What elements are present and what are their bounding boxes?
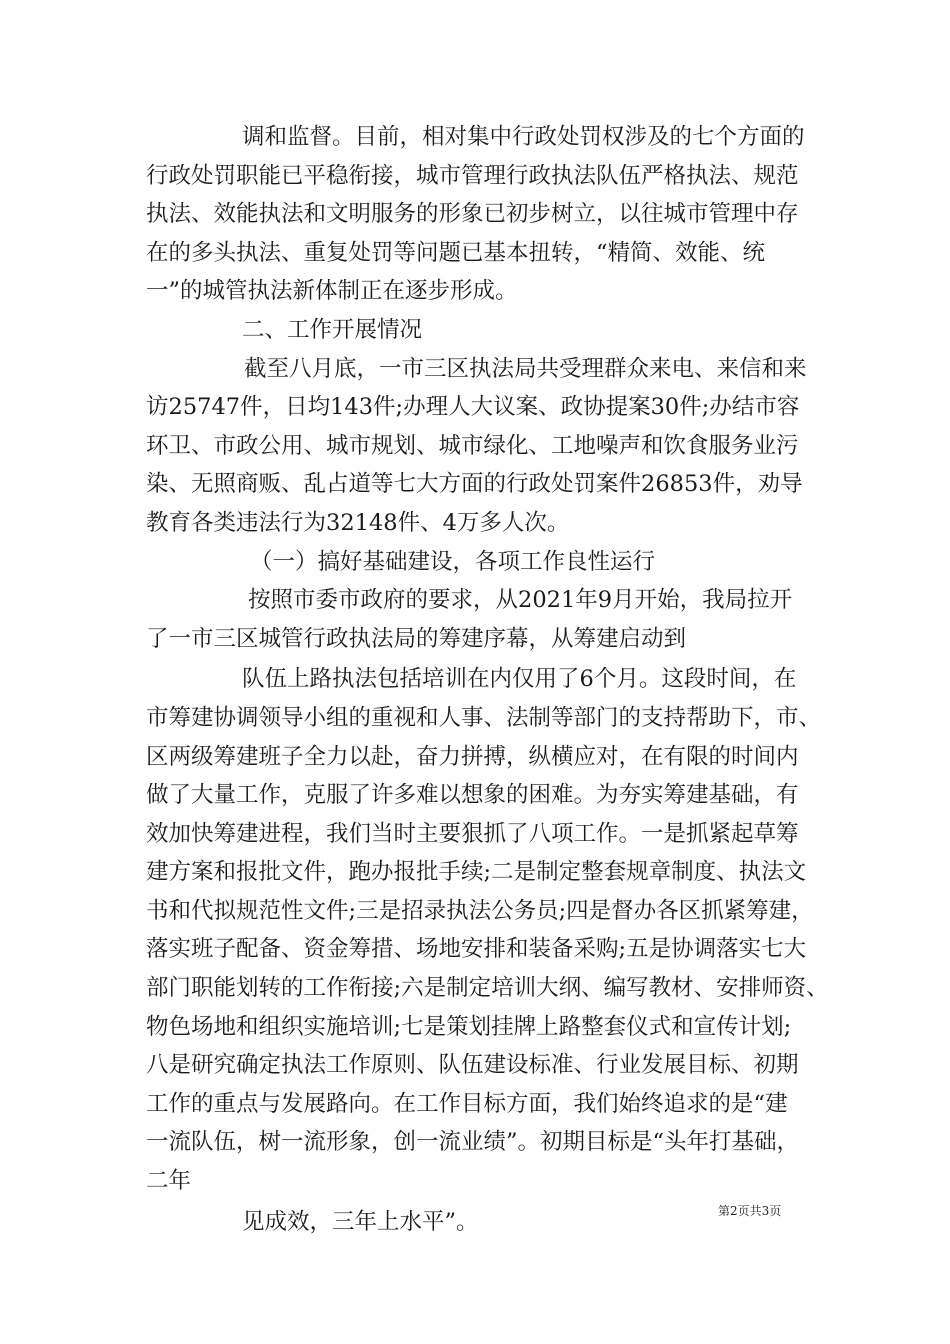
section-heading-work-progress: 二、工作开展情况 — [242, 316, 423, 343]
text-line-16: 市筹建协调领导小组的重视和人事、法制等部门的支持帮助下，市、 — [146, 704, 822, 731]
text-line-20: 建方案和报批文件，跑办报批手续;二是制定整套规章制度、执法文 — [146, 859, 807, 886]
page-number-footer: 第2页共3页 — [718, 1204, 782, 1218]
text-line-3: 执法、效能执法和文明服务的形象已初步树立，以往城市管理中存 — [146, 201, 799, 228]
text-line-29: 见成效，三年上水平”。 — [242, 1208, 479, 1235]
text-line-24: 物色场地和组织实施培训;七是策划挂牌上路整套仪式和宣传计划; — [146, 1013, 792, 1040]
text-line-10: 染、无照商贩、乱占道等七大方面的行政处罚案件26853件，劝导 — [146, 471, 803, 498]
text-line-11: 教育各类违法行为32148件、4万多人次。 — [146, 509, 570, 536]
text-line-1: 调和监督。目前，相对集中行政处罚权涉及的七个方面的 — [242, 124, 805, 150]
text-line-2: 行政处罚职能已平稳衔接，城市管理行政执法队伍严格执法、规范 — [146, 162, 799, 189]
text-line-23: 部门职能划转的工作衔接;六是制定培训大纲、编写教材、安排师资、 — [146, 975, 829, 1002]
document-body — [146, 118, 829, 1241]
text-line-21: 书和代拟规范性文件;三是招录执法公务员;四是督办各区抓紧筹建， — [146, 897, 814, 924]
text-line-18: 做了大量工作，克服了许多难以想象的困难。为夯实筹建基础，有 — [146, 782, 799, 809]
text-line-7: 截至八月底，一市三区执法局共受理群众来电、来信和来 — [244, 355, 807, 382]
text-line-8: 访25747件，日均143件;办理人大议案、政协提案30件;办结市容 — [146, 394, 800, 421]
text-line-28: 二年 — [146, 1168, 192, 1195]
text-line-4: 在的多头执法、重复处罚等问题已基本扭转，“精简、效能、统 — [146, 239, 766, 266]
subsection-heading-basic-construction: （一）搞好基础建设，各项工作良性运行 — [250, 548, 656, 575]
text-line-13: 按照市委市政府的要求，从2021年9月开始，我局拉开 — [248, 587, 793, 614]
text-line-5: 一”的城管执法新体制正在逐步形成。 — [146, 278, 518, 305]
text-line-26: 工作的重点与发展路向。在工作目标方面，我们始终追求的是“建 — [146, 1090, 788, 1117]
text-line-17: 区两级筹建班子全力以赴，奋力拼搏，纵横应对，在有限的时间内 — [146, 743, 799, 770]
text-line-27: 一流队伍，树一流形象，创一流业绩”。初期目标是“头年打基础， — [146, 1129, 800, 1156]
text-line-25: 八是研究确定执法工作原则、队伍建设标准、行业发展目标、初期 — [146, 1052, 799, 1079]
text-line-19: 效加快筹建进程，我们当时主要狠抓了八项工作。一是抓紧起草筹 — [146, 820, 799, 847]
text-line-22: 落实班子配备、资金筹措、场地安排和装备采购;五是协调落实七大 — [146, 936, 807, 963]
text-line-14: 了一市三区城管行政执法局的筹建序幕，从筹建启动到 — [146, 625, 687, 652]
text-line-9: 环卫、市政公用、城市规划、城市绿化、工地噪声和饮食服务业污 — [146, 432, 799, 459]
text-line-15: 队伍上路执法包括培训在内仅用了6个月。这段时间，在 — [242, 666, 797, 693]
